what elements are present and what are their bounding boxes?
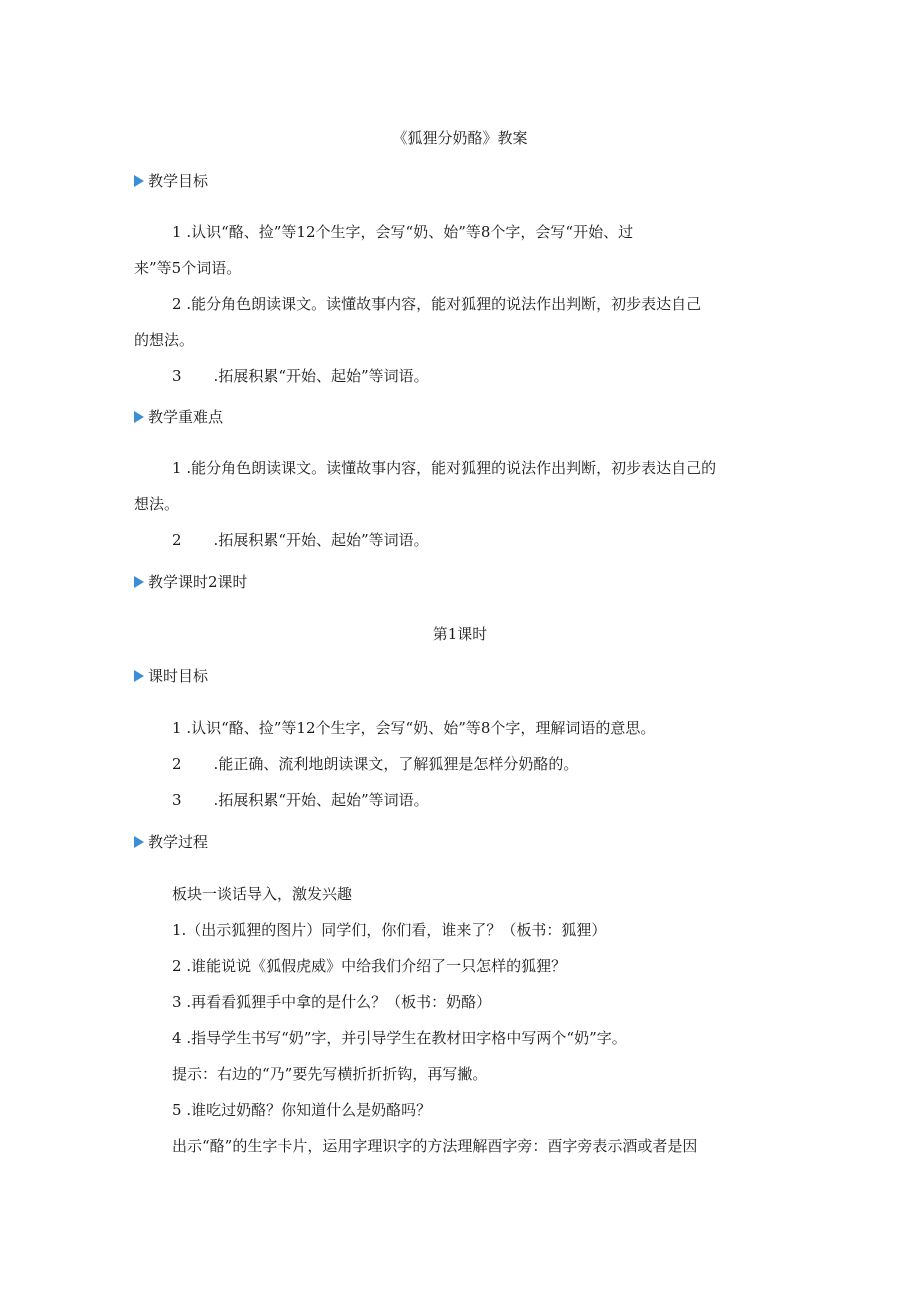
goal-1-line-1 (172, 222, 633, 242)
item-text: .谁吃过奶酪？你知道什么是奶酪吗？ (186, 1101, 432, 1119)
item-text: .拓展积累“开始、起始”等词语。 (213, 531, 429, 549)
item-number: 1 (172, 223, 182, 241)
item-text: .认识“酪、捡”等12个生字，会写“奶、始”等8个字，理解词语的意思。 (186, 719, 656, 737)
goal-2-line-2: 的想法。 (134, 331, 195, 349)
goal-2-line-1 (172, 294, 701, 314)
item-text: .指导学生书写“奶”字，并引导学生在教材田字格中写两个“奶”字。 (186, 1029, 627, 1047)
key-point-2 (172, 530, 429, 550)
triangle-bullet-icon (134, 576, 144, 588)
key-point-1-line-2: 想法。 (134, 495, 180, 513)
item-text: .能分角色朗读课文。读懂故事内容，能对狐狸的说法作出判断，初步表达自己的 (186, 459, 717, 477)
item-text: .拓展积累“开始、起始”等词语。 (213, 367, 429, 385)
process-step-2 (172, 956, 566, 976)
process-tip: 提示：右边的“乃”要先写横折折折钩，再写撇。 (172, 1065, 488, 1083)
section-heading-text: 教学课时2课时 (148, 573, 248, 591)
item-text: .再看看狐狸手中拿的是什么？（板书：奶酪） (186, 993, 492, 1011)
section-heading-text: 教学重难点 (148, 408, 224, 426)
lesson-goal-2 (172, 754, 578, 774)
lesson-heading: 第1课时 (432, 625, 488, 643)
process-step-4 (172, 1028, 627, 1048)
item-number: 3 (172, 791, 182, 809)
item-number: 2 (172, 295, 182, 313)
triangle-bullet-icon (134, 836, 144, 848)
item-text: .认识“酪、捡”等12个生字，会写“奶、始”等8个字，会写“开始、过 (186, 223, 634, 241)
item-number: 2 (172, 957, 182, 975)
item-number: 3 (172, 367, 182, 385)
section-heading-hours (134, 572, 248, 592)
process-step-1: 1.（出示狐狸的图片）同学们，你们看，谁来了？（板书：狐狸） (172, 921, 607, 939)
section-heading-text: 教学目标 (148, 172, 209, 190)
item-text: .能分角色朗读课文。读懂故事内容，能对狐狸的说法作出判断，初步表达自己 (186, 295, 702, 313)
item-number: 3 (172, 993, 182, 1011)
section-heading-goals (134, 171, 208, 191)
process-step-3 (172, 992, 491, 1012)
process-step-6: 出示“酪”的生字卡片，运用字理识字的方法理解酉字旁：酉字旁表示酒或者是因 (172, 1137, 698, 1155)
item-number: 4 (172, 1029, 182, 1047)
lesson-goal-3 (172, 790, 429, 810)
triangle-bullet-icon (134, 175, 144, 187)
goal-1-line-2: 来”等5个词语。 (134, 259, 242, 277)
triangle-bullet-icon (134, 670, 144, 682)
section-heading-lesson-goals (134, 666, 208, 686)
item-number: 2 (172, 531, 182, 549)
item-text: .能正确、流利地朗读课文，了解狐狸是怎样分奶酪的。 (213, 755, 579, 773)
section-heading-text: 课时目标 (148, 667, 209, 685)
goal-3 (172, 366, 429, 386)
item-number: 5 (172, 1101, 182, 1119)
process-step-5 (172, 1100, 431, 1120)
document-title: 《狐狸分奶酪》教案 (392, 129, 528, 147)
triangle-bullet-icon (134, 411, 144, 423)
process-block-1: 板块一谈话导入，激发兴趣 (172, 885, 353, 903)
lesson-goal-1 (172, 718, 655, 738)
item-text: .拓展积累“开始、起始”等词语。 (213, 791, 429, 809)
section-heading-key-points (134, 407, 223, 427)
item-text: .谁能说说《狐假虎威》中给我们介绍了一只怎样的狐狸？ (186, 957, 567, 975)
item-number: 1 (172, 459, 182, 477)
item-number: 2 (172, 755, 182, 773)
item-number: 1 (172, 719, 182, 737)
section-heading-text: 教学过程 (148, 833, 209, 851)
section-heading-process (134, 832, 208, 852)
key-point-1-line-1 (172, 458, 716, 478)
